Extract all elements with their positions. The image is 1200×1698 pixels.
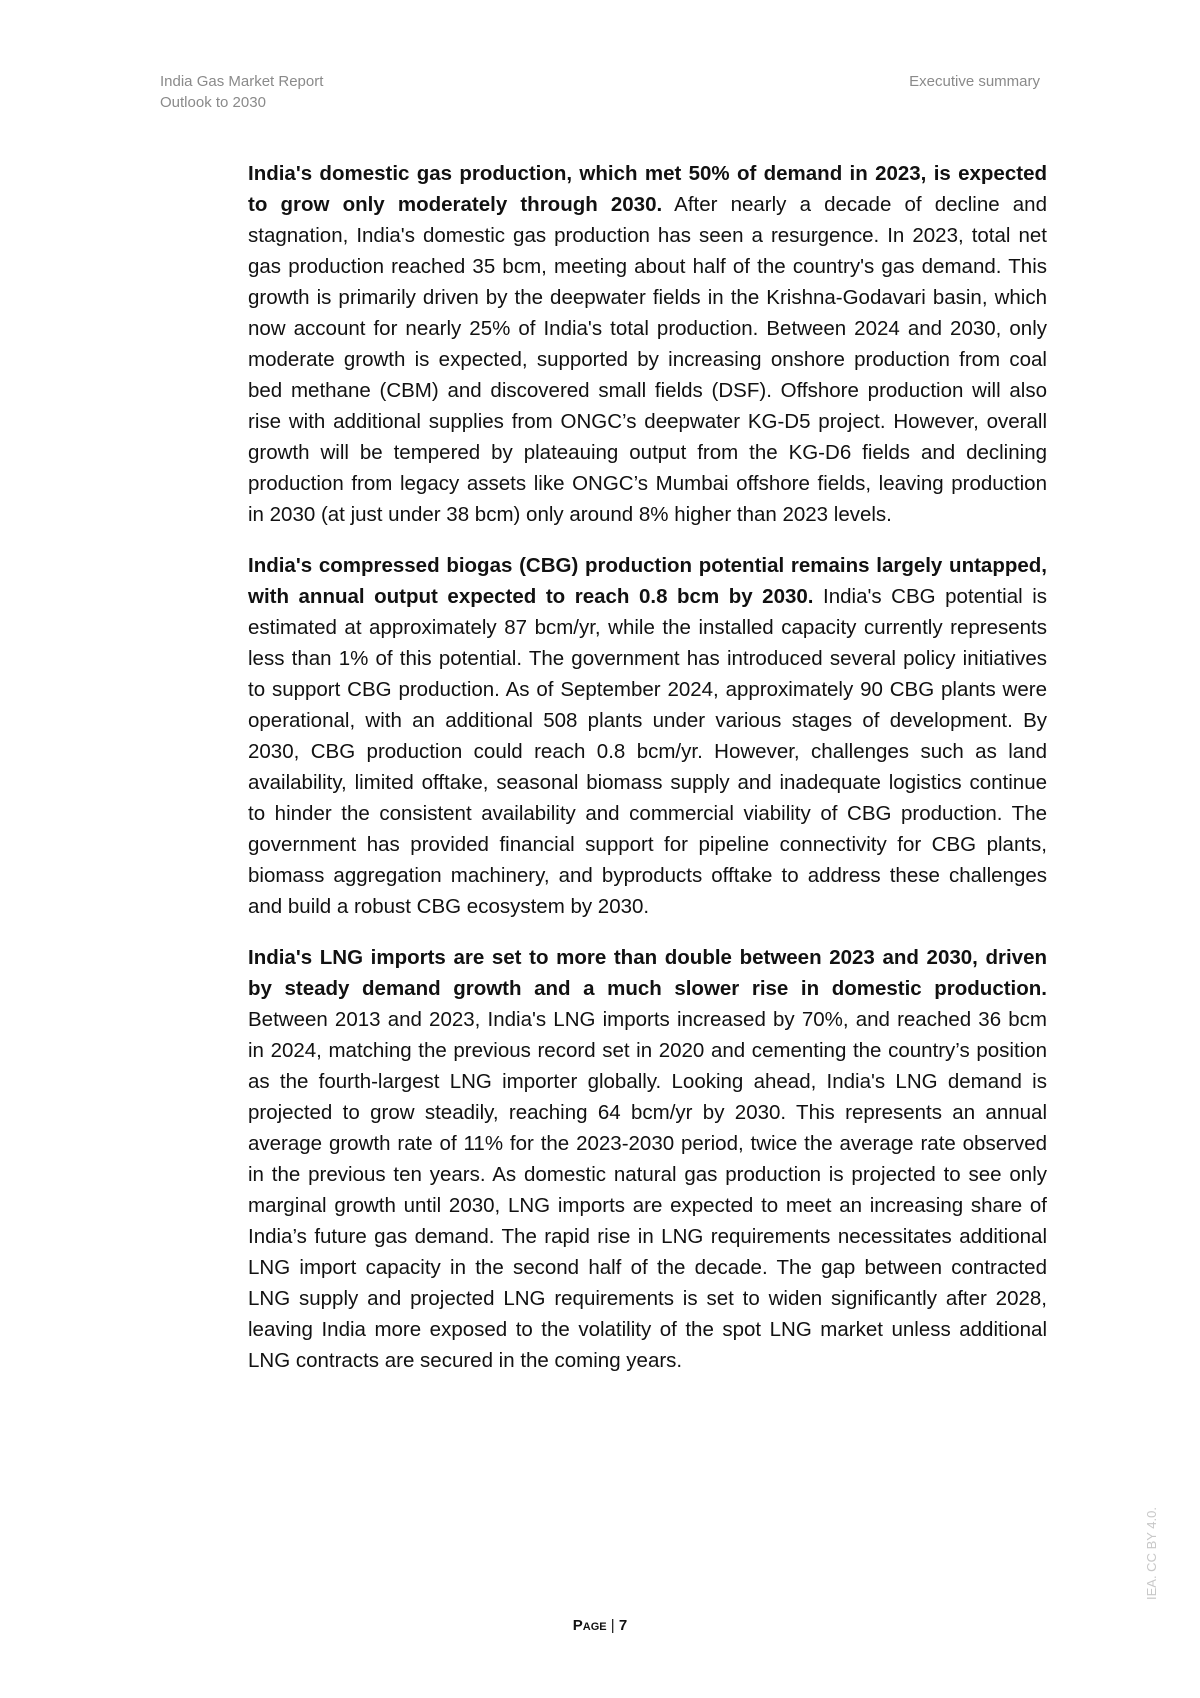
page-number: 7	[618, 1617, 628, 1634]
report-title: India Gas Market Report	[160, 73, 324, 90]
paragraph-lead: India's compressed biogas (CBG) production potential remains largely untapped, with annual output expected to reach 0.8 bcm by 2030.	[248, 554, 1047, 608]
report-header	[160, 71, 323, 113]
paragraph-body: India's CBG potential is estimated at approximately 87 bcm/yr, while the installed capacity currently represents less than 1% of this potential. The government has introduced several policy initiatives to support CBG production. As of September 2024, approximately 90 CBG plants were operational, with an additional 508 plants under various stages of development. By 2030, CBG production could reach 0.8 bcm/yr. However, challenges such as land availability, limited offtake, seasonal biomass supply and inadequate logistics continue to hinder the consistent availability and commercial viability of CBG production. The government has provided financial support for pipeline connectivity for CBG plants, biomass aggregation machinery, and byproducts offtake to address these challenges and build a robust CBG ecosystem by 2030.	[248, 585, 1048, 918]
paragraph-body: After nearly a decade of decline and stagnation, India's domestic gas production has seen a resurgence. In 2023, total net gas production reached 35 bcm, meeting about half of the country's gas demand. This growth is primarily driven by the deepwater fields in the Krishna-Godavari basin, which now account for nearly 25% of India's total production. Between 2024 and 2030, only moderate growth is expected, supported by increasing onshore production from coal bed methane (CBM) and discovered small fields (DSF). Offshore production will also rise with additional supplies from ONGC’s deepwater KG-D5 project. However, overall growth will be tempered by plateauing output from the KG-D6 fields and declining production from legacy assets like ONGC’s Mumbai offshore fields, leaving production in 2030 (at just under 38 bcm) only around 8% higher than 2023 levels.	[248, 193, 1047, 526]
paragraph-lng-imports	[248, 942, 1047, 1376]
license-watermark: IEA. CC BY 4.0.	[1144, 1507, 1159, 1600]
section-title: Executive summary	[909, 73, 1040, 90]
body-text	[248, 158, 1047, 1396]
paragraph-cbg	[248, 550, 1047, 922]
page-footer	[0, 1617, 1200, 1634]
paragraph-lead: India's LNG imports are set to more than double between 2023 and 2030, driven by steady demand growth and a much slower rise in domestic production.	[248, 946, 1047, 1000]
paragraph-domestic-production	[248, 158, 1047, 530]
paragraph-body: Between 2013 and 2023, India's LNG imports increased by 70%, and reached 36 bcm in 2024, matching the previous record set in 2020 and cementing the country’s position as the fourth-largest LNG importer globally. Looking ahead, India's LNG demand is projected to grow steadily, reaching 64 bcm/yr by 2030. This represents an annual average growth rate of 11% for the 2023-2030 period, twice the average rate observed in the previous ten years. As domestic natural gas production is projected to see only marginal growth until 2030, LNG imports are expected to meet an increasing share of India’s future gas demand. The rapid rise in LNG requirements necessitates additional LNG import capacity in the second half of the decade. The gap between contracted LNG supply and projected LNG requirements is set to widen significantly after 2028, leaving India more exposed to the volatility of the spot LNG market unless additional LNG contracts are secured in the coming years.	[248, 1008, 1047, 1372]
report-subtitle: Outlook to 2030	[160, 94, 266, 111]
page-label: Page	[572, 1617, 607, 1634]
paragraph-lead: India's domestic gas production, which met 50% of demand in 2023, is expected to grow only moderately through 2030.	[248, 162, 1047, 216]
page-separator: |	[606, 1617, 619, 1634]
